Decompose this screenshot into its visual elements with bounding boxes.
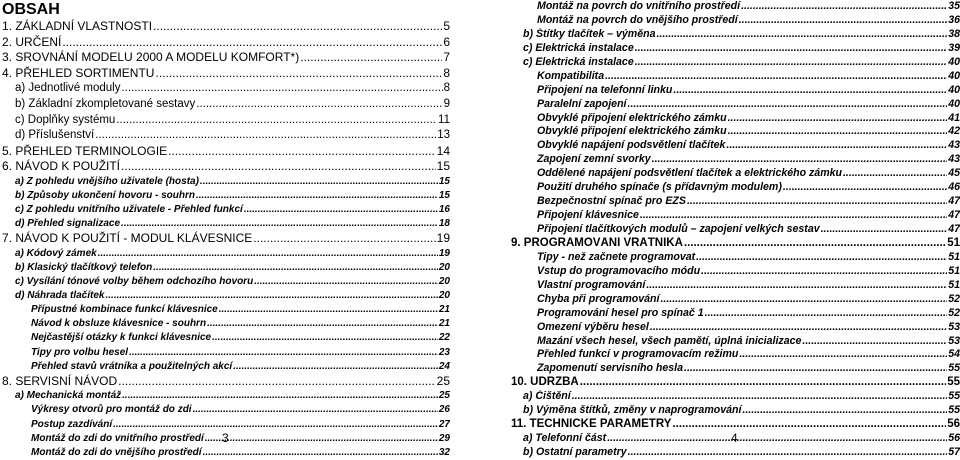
toc-entry-label: Oddělené napájení podsvětlení tlačítek a elektrického zámku [537, 167, 842, 180]
toc-leader-dots [635, 42, 947, 56]
toc-entry-page: 22 [438, 332, 450, 344]
toc-leader-dots [726, 139, 947, 153]
toc-entry[interactable] [31, 360, 450, 374]
toc-entry-label: Obvyklé připojení elektrického zámku [537, 111, 727, 124]
toc-entry[interactable] [537, 251, 960, 265]
toc-entry-label: Přehled funkcí v programovacím režimu [537, 348, 739, 361]
toc-entry-page: 21 [438, 318, 450, 330]
toc-entry[interactable] [2, 19, 450, 35]
toc-entry-page: 35 [948, 0, 960, 12]
toc-leader-dots [739, 348, 947, 362]
toc-leader-dots [646, 279, 947, 293]
toc-entry[interactable] [511, 376, 960, 390]
toc-entry-page: 56 [947, 418, 960, 431]
toc-entry-page: 51 [948, 250, 960, 263]
toc-entry-label: d) Přehled signalizace [15, 218, 121, 230]
toc-entry[interactable] [31, 432, 450, 446]
toc-entry-label: Obvyklé připojení elektrického zámku [537, 125, 727, 138]
toc-entry-page: 45 [948, 167, 960, 180]
toc-entry[interactable] [31, 331, 450, 345]
toc-leader-dots [687, 195, 947, 209]
toc-leader-dots [802, 335, 947, 349]
toc-entry[interactable] [537, 293, 960, 307]
toc-leader-dots [193, 403, 438, 417]
toc-entry-page: 40 [948, 97, 960, 110]
toc-leader-dots [254, 275, 438, 289]
toc-entry-page: 51 [948, 264, 960, 277]
toc-entry-page: 8 [443, 82, 450, 95]
toc-entry[interactable] [537, 195, 960, 209]
toc-entry-label: Tipy pro volbu hesel [31, 346, 129, 358]
toc-entry[interactable] [2, 374, 450, 390]
toc-leader-dots [153, 261, 438, 275]
toc-leader-dots [219, 303, 438, 317]
toc-entry-page: 56 [948, 432, 960, 445]
toc-entry[interactable] [15, 389, 450, 403]
toc-entry-label: Bezpečnostní spínač pro EZS [537, 195, 686, 208]
toc-leader-dots [121, 81, 442, 97]
toc-leader-dots [118, 374, 435, 390]
toc-entry-label: c) Vysílání tónové volby během odchozího hovoru [15, 276, 254, 288]
toc-entry-label: b) Výměna štítků, změny v naprogramování [523, 404, 742, 417]
toc-entry-page: 51 [947, 236, 960, 249]
toc-entry-label: 8. SERVISNÍ NÁVOD [2, 373, 118, 388]
toc-entry[interactable] [523, 42, 960, 56]
toc-leader-dots [684, 237, 946, 251]
toc-entry[interactable] [537, 279, 960, 293]
toc-entry[interactable] [523, 446, 960, 460]
toc-entry-label: Postup zazdívání [31, 418, 113, 430]
toc-entry[interactable] [2, 50, 450, 66]
toc-entry-label: Připojení tlačítkových modulů – zapojení velkých sestav [537, 223, 820, 235]
toc-entry-label: 4. PŘEHLED SORTIMENTU [2, 65, 155, 80]
toc-entry[interactable] [15, 289, 450, 303]
toc-entry[interactable] [31, 303, 450, 317]
toc-entry-page: 20 [438, 262, 450, 273]
toc-entry-label: b) Způsoby ukončení hovoru - souhrn [15, 190, 195, 202]
toc-entry-label: Připojení na telefonní linku [537, 83, 673, 96]
toc-entry[interactable] [537, 153, 960, 167]
toc-leader-dots [684, 362, 947, 376]
toc-entry[interactable] [2, 231, 450, 247]
page-number-right: 4 [731, 431, 738, 445]
toc-entry[interactable] [31, 317, 450, 331]
toc-entry-page: 39 [948, 41, 960, 54]
toc-entry[interactable] [537, 139, 960, 153]
toc-entry-label: a) Z pohledu vnějšího uživatele (hosta) [15, 175, 199, 187]
toc-entry-page: 8 [443, 65, 450, 80]
toc-entry[interactable] [15, 217, 450, 231]
toc-entry-page: 53 [948, 334, 960, 347]
toc-leader-dots [122, 389, 438, 403]
toc-entry[interactable] [537, 209, 960, 223]
toc-leader-dots [580, 376, 946, 390]
toc-entry-label: b) Základní zkompletované sestavy [15, 97, 196, 110]
toc-leader-dots [739, 14, 947, 28]
toc-entry-label: Montáž na povrch do vnějšího prostředí [537, 13, 738, 26]
toc-leader-dots [640, 209, 947, 223]
toc-leader-dots [572, 390, 948, 404]
toc-entry-page: 55 [948, 404, 960, 417]
toc-entry[interactable] [31, 446, 450, 460]
toc-entry-page: 11 [438, 113, 450, 126]
toc-leader-dots [628, 98, 948, 112]
toc-entry-label: 5. PŘEHLED TERMINOLOGIE [2, 143, 168, 158]
toc-entry-page: 47 [948, 209, 960, 222]
toc-entry-page: 7 [443, 50, 450, 65]
toc-leader-dots [155, 66, 442, 82]
toc-entry-page: 40 [948, 83, 960, 96]
toc-entry[interactable] [537, 181, 960, 195]
toc-entry-page: 47 [948, 195, 960, 208]
toc-leader-dots [728, 112, 948, 126]
toc-leader-dots [121, 159, 436, 175]
toc-entry-page: 46 [948, 181, 960, 194]
toc-entry-label: 1. ZÁKLADNÍ VLASTNOSTI [2, 19, 153, 33]
toc-entry-label: Paralelní zapojení [537, 97, 627, 110]
toc-leader-dots [635, 56, 947, 70]
toc-entry-page: 40 [948, 55, 960, 68]
toc-leader-dots [244, 203, 438, 217]
toc-entry-page: 16 [438, 204, 450, 216]
toc-leader-dots [207, 317, 438, 331]
toc-leader-dots [300, 50, 442, 66]
toc-entry[interactable] [537, 0, 960, 14]
toc-leader-dots [116, 113, 437, 129]
toc-entry[interactable] [537, 223, 960, 237]
toc-leader-dots [660, 293, 947, 307]
toc-leader-dots [652, 153, 948, 167]
toc-entry-page: 15 [438, 175, 450, 187]
toc-entry-label: 6. NÁVOD K POUŽITÍ [2, 159, 121, 174]
toc-entry[interactable] [537, 125, 960, 139]
toc-entry-label: Montáž do zdi do vnějšího prostředí [31, 446, 202, 458]
toc-entry[interactable] [523, 28, 960, 42]
toc-leader-dots [742, 404, 947, 418]
toc-entry[interactable] [2, 35, 450, 51]
toc-entry-label: b) Ostatní parametry [523, 446, 627, 458]
toc-entry-label: a) Jednotlivé moduly [15, 82, 121, 95]
toc-entry-page: 14 [436, 143, 450, 158]
toc-leader-dots [212, 331, 438, 345]
page-number-left: 3 [222, 431, 229, 445]
toc-entry[interactable] [15, 97, 450, 113]
toc-entry-label: b) Štítky tlačítek – výměna [523, 27, 656, 40]
toc-leader-dots [203, 446, 438, 460]
toc-leader-dots [95, 128, 436, 144]
toc-entry-page: 25 [436, 373, 450, 388]
toc-leader-dots [696, 251, 947, 265]
toc-entry-page: 41 [948, 111, 960, 124]
toc-entry-page: 25 [438, 390, 450, 402]
toc-entry-page: 51 [948, 278, 960, 291]
toc-leader-dots [200, 175, 438, 189]
toc-leader-dots [153, 19, 442, 35]
toc-leader-dots [205, 432, 438, 446]
toc-leader-dots [605, 70, 947, 84]
toc-entry-label: Připojení klávesnice [537, 209, 639, 222]
toc-entry[interactable] [15, 189, 450, 203]
toc-entry-page: 15 [436, 159, 450, 174]
toc-entry-page: 19 [438, 247, 450, 259]
toc-entry-page: 26 [438, 404, 450, 416]
toc-entry[interactable] [31, 346, 450, 360]
toc-entry[interactable] [537, 321, 960, 335]
toc-entry[interactable] [537, 98, 960, 112]
toc-leader-dots [656, 28, 947, 42]
toc-leader-dots [196, 97, 442, 113]
toc-entry-label: Návod k obsluze klávesnice - souhrn [31, 318, 207, 330]
toc-left-list [0, 19, 450, 460]
toc-entry-label: Nejčastější otázky k funkci klávesnice [31, 332, 212, 344]
toc-entry-page: 19 [436, 231, 450, 246]
toc-entry[interactable] [31, 418, 450, 432]
toc-entry-label: a) Mechanická montáž [15, 390, 122, 402]
toc-entry-page: 43 [948, 153, 960, 166]
toc-leader-dots [783, 181, 947, 195]
toc-leader-dots [701, 265, 947, 279]
toc-leader-dots [253, 231, 435, 247]
toc-entry-label: 7. NÁVOD K POUŽITÍ - MODUL KLÁVESNICE [2, 231, 253, 246]
toc-entry[interactable] [511, 418, 960, 432]
toc-entry-label: c) Elektrická instalace [523, 41, 634, 54]
toc-entry-page: 38 [948, 27, 960, 40]
toc-entry-label: Kompatibilita [537, 69, 605, 82]
toc-entry-label: c) Doplňky systému [15, 113, 116, 126]
toc-entry-label: Přehled stavů vrátníka a použitelných akcí [31, 360, 233, 372]
toc-entry[interactable] [15, 247, 450, 261]
toc-right-column [511, 0, 960, 460]
toc-entry[interactable] [523, 390, 960, 404]
toc-entry-label: Přípustné kombinace funkcí klávesnice [31, 304, 218, 316]
toc-entry-page: 57 [948, 446, 960, 458]
toc-entry-label: b) Klasický tlačítkový telefon [15, 262, 153, 273]
toc-entry-page: 20 [438, 276, 450, 288]
toc-entry-page: 55 [947, 376, 960, 389]
toc-entry-page: 24 [438, 360, 450, 372]
toc-entry[interactable] [31, 403, 450, 417]
toc-right-list [511, 0, 960, 460]
toc-entry[interactable] [15, 275, 450, 289]
toc-entry-label: Použití druhého spínače (s přídavným modulem) [537, 181, 782, 194]
toc-entry-label: Obvyklé napájení podsvětlení tlačítek [537, 139, 726, 152]
toc-entry-page: 29 [438, 432, 450, 444]
toc-entry[interactable] [2, 66, 450, 82]
toc-entry[interactable] [537, 348, 960, 362]
toc-entry-label: a) Čištění [523, 390, 571, 403]
toc-entry-label: Zapomenutí servisního hesla [537, 362, 683, 375]
toc-entry-label: d) Příslušenství [15, 129, 95, 142]
toc-entry[interactable] [523, 404, 960, 418]
toc-entry[interactable] [15, 81, 450, 97]
toc-entry-label: Montáž na povrch do vnitřního prostředí [537, 0, 741, 12]
toc-entry-label: a) Telefonní část [523, 432, 607, 445]
toc-entry[interactable] [523, 432, 960, 446]
toc-entry[interactable] [537, 70, 960, 84]
toc-entry[interactable] [15, 175, 450, 189]
toc-entry-page: 40 [948, 69, 960, 82]
toc-leader-dots [650, 321, 947, 335]
toc-entry[interactable] [15, 261, 450, 275]
toc-entry[interactable] [523, 56, 960, 70]
toc-entry-label: Výkresy otvorů pro montáž do zdi [31, 404, 192, 416]
toc-entry-page: 23 [438, 346, 450, 358]
toc-entry[interactable] [537, 112, 960, 126]
toc-leader-dots [196, 189, 438, 203]
toc-leader-dots [121, 217, 438, 231]
toc-entry-page: 42 [948, 125, 960, 138]
toc-leader-dots [168, 144, 435, 160]
toc-entry-label: d) Náhrada tlačítek [15, 290, 105, 302]
toc-entry-page: 5 [443, 19, 450, 33]
toc-leader-dots [741, 0, 947, 14]
toc-entry-label: c) Z pohledu vnitřního uživatele - Přehled funkcí [15, 204, 243, 216]
toc-entry-label: Tipy - než začnete programovat [537, 250, 696, 263]
toc-entry-label: Vlastní programování [537, 278, 646, 291]
toc-leader-dots [843, 167, 947, 181]
toc-entry[interactable] [15, 128, 450, 144]
toc-entry[interactable] [537, 307, 960, 321]
toc-entry-page: 6 [443, 34, 450, 49]
toc-entry-page: 18 [438, 218, 450, 230]
toc-entry-page: 43 [948, 139, 960, 152]
toc-entry-page: 15 [438, 190, 450, 202]
toc-entry-label: 10. ÚDRŽBA [511, 376, 579, 389]
toc-title: OBSAH [2, 1, 60, 18]
toc-leader-dots [98, 247, 438, 261]
toc-entry-page: 53 [948, 320, 960, 333]
toc-entry-label: Programování hesel pro spínač 1 [537, 306, 704, 319]
toc-entry-label: 3. SROVNÁNÍ MODELU 2000 A MODELU KOMFORT*) [2, 50, 300, 65]
toc-entry[interactable] [2, 144, 450, 160]
toc-entry[interactable] [511, 237, 960, 251]
toc-leader-dots [62, 35, 442, 51]
toc-entry[interactable] [537, 362, 960, 376]
toc-entry-page: 9 [443, 97, 450, 110]
toc-leader-dots [728, 125, 948, 139]
toc-entry-page: 47 [948, 223, 960, 235]
toc-entry-page: 20 [438, 290, 450, 302]
toc-entry-page: 32 [438, 446, 450, 458]
toc-entry-page: 55 [948, 390, 960, 403]
toc-entry-page: 54 [948, 348, 960, 361]
toc-entry-label: c) Elektrická instalace [523, 55, 634, 68]
toc-left-column [0, 0, 450, 460]
toc-leader-dots [105, 289, 437, 303]
toc-entry[interactable] [537, 167, 960, 181]
toc-leader-dots [672, 418, 946, 432]
toc-leader-dots [821, 223, 948, 237]
toc-entry-page: 36 [948, 13, 960, 26]
toc-entry-page: 21 [438, 304, 450, 316]
toc-leader-dots [628, 446, 948, 460]
toc-entry[interactable] [2, 159, 450, 175]
toc-entry[interactable] [537, 265, 960, 279]
toc-entry-page: 52 [948, 292, 960, 305]
toc-entry-label: Vstup do programovacího módu [537, 264, 701, 277]
toc-entry-label: 11. TECHNICKÉ PARAMETRY [511, 418, 672, 431]
toc-leader-dots [129, 346, 438, 360]
toc-entry-label: Mazání všech hesel, všech pamětí, úplná inicializace [537, 334, 802, 347]
toc-leader-dots [233, 360, 438, 374]
toc-leader-dots [113, 418, 438, 432]
toc-entry-page: 27 [438, 418, 450, 430]
toc-leader-dots [607, 432, 947, 446]
toc-entry-page: 55 [948, 362, 960, 375]
toc-entry-label: 9. PROGRAMOVÁNÍ VRÁTNÍKA [511, 236, 683, 249]
toc-entry[interactable] [15, 203, 450, 217]
toc-leader-dots [673, 84, 947, 98]
toc-entry-label: Zapojení zemní svorky [537, 153, 651, 166]
toc-entry-label: a) Kódový zámek [15, 247, 97, 259]
toc-entry-page: 13 [437, 129, 450, 142]
toc-entry[interactable] [537, 84, 960, 98]
toc-entry-label: 2. URČENÍ [2, 34, 62, 49]
toc-entry[interactable] [537, 335, 960, 349]
toc-entry-label: Chyba při programování [537, 292, 660, 305]
toc-leader-dots [705, 307, 948, 321]
toc-entry-page: 52 [948, 306, 960, 319]
toc-entry[interactable] [15, 113, 450, 129]
toc-entry[interactable] [537, 14, 960, 28]
toc-entry-label: Montáž do zdi do vnitřního prostředí [31, 432, 204, 444]
toc-entry-label: Omezení výběru hesel [537, 320, 649, 333]
